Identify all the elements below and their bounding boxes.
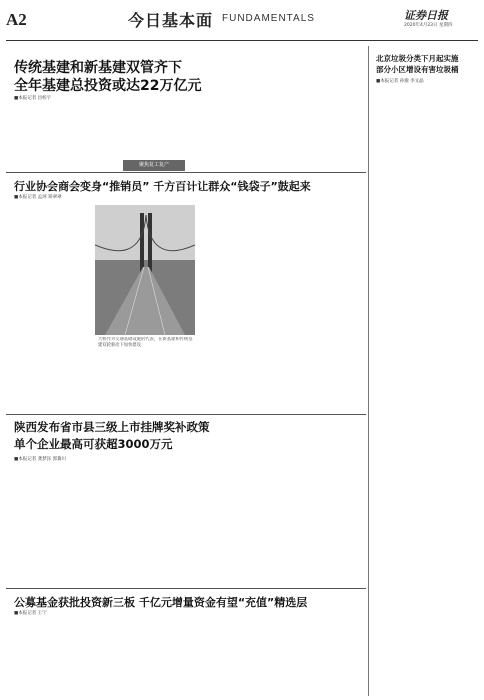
story4-headline: 公募基金获批投资新三板 千亿元增量资金有望“充值”精选层 [14,596,308,609]
story2-byline: ■本报记者 孟珂 矫翠翠 [14,195,62,200]
story3-byline: ■本报记者 龚梦泽 郭冀川 [14,457,67,462]
story2-column-3 [204,201,274,418]
story3-rule [6,588,366,589]
tag-rule [6,172,366,173]
section-title: 今日基本面 [128,11,214,30]
story4-column-4 [266,617,346,697]
sidebar-headline [376,53,459,75]
lead-column-4 [261,103,341,158]
sidebar-headline-line1: 北京垃圾分类下月起实施 [376,54,459,63]
story3-headline-line2: 单个企业最高可获超3000万元 [14,437,173,451]
sidebar-body [376,86,478,696]
sidebar-headline-line2: 部分小区增设有害垃圾桶 [376,65,459,74]
story2-headline: 行业协会商会变身“推销员” 千方百计让群众“钱袋子”鼓起来 [14,180,311,193]
story3-column-3 [182,463,262,583]
story3-column-1 [14,463,94,583]
story2-rule [6,414,366,415]
section-english-title: FUNDAMENTALS [222,13,315,24]
date-line: 2020年4月23日 星期四 [404,23,453,28]
lead-byline: ■本报记者 昌校宇 [14,96,52,101]
sidebar-byline: ■本报记者 孙瑜 李文晶 [376,79,424,84]
topic-tag: 聚焦复工复产 [123,160,185,171]
lead-column-3 [177,103,257,158]
header-rule [6,40,478,41]
bridge-illustration [95,205,195,335]
story2-column-4 [278,201,346,418]
photo-caption: 大桥作为交通基础设施的代表，在新基建和传统基建双轮驱动下加快建设 [98,337,193,348]
page-header [0,0,484,40]
newspaper-name: 证券日报 [404,9,448,22]
lead-column-2 [93,103,173,158]
sidebar-divider [368,46,369,696]
story3-headline-line1: 陕西发布省市县三级上市挂牌奖补政策 [14,420,210,434]
lead-headline-line1: 传统基建和新基建双管齐下 [14,60,182,76]
page-number: A2 [6,10,27,29]
story3-column-4 [266,463,346,583]
story4-column-2 [98,617,178,697]
lead-headline-line2: 全年基建总投资或达22万亿元 [14,78,202,94]
bridge-photo [95,205,195,335]
lead-column-1 [14,103,89,158]
story2-column-1 [14,201,89,418]
story3-column-2 [98,463,178,583]
story4-byline: ■本报记者 王宁 [14,611,47,616]
story4-column-1 [14,617,94,697]
story4-column-3 [182,617,262,697]
